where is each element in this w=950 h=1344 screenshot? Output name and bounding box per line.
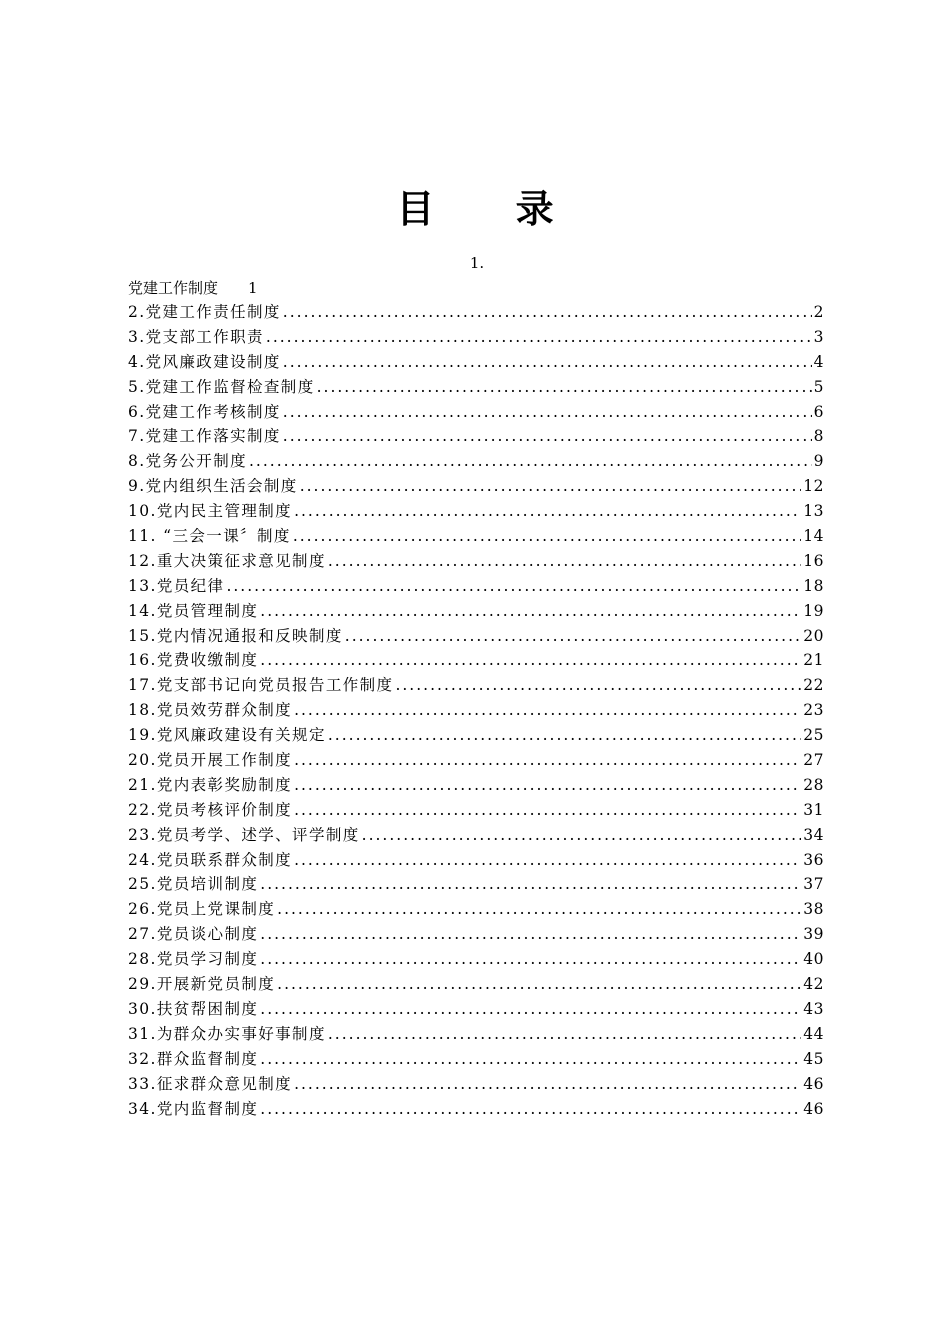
- toc-dot-leader: [260, 1047, 801, 1072]
- toc-entry-page: 39: [803, 925, 824, 944]
- toc-entry[interactable]: [128, 872, 824, 897]
- toc-dot-leader: [294, 499, 801, 524]
- toc-entry-label: 5.党建工作监督检查制度: [128, 377, 315, 396]
- toc-entry-label: 8.党务公开制度: [128, 452, 247, 471]
- toc-entry-label: 10.党内民主管理制度: [128, 502, 293, 521]
- toc-entry[interactable]: [128, 798, 824, 823]
- toc-entry-label: 9.党内组织生活会制度: [128, 477, 298, 496]
- toc-entry-page: 1: [248, 279, 258, 297]
- toc-entry-label: 29.开展新党员制度: [128, 975, 276, 994]
- toc-entry-page: 23: [803, 701, 824, 720]
- toc-entry-label: 27.党员谈心制度: [128, 925, 259, 944]
- toc-dot-leader: [294, 748, 801, 773]
- toc-entry[interactable]: [128, 1047, 824, 1072]
- toc-entry-page: 6: [813, 402, 824, 421]
- toc-dot-leader: [294, 698, 801, 723]
- toc-entry-page: 2: [813, 303, 824, 321]
- toc-dot-leader: [294, 773, 801, 798]
- toc-dot-leader: [260, 922, 801, 947]
- toc-entry-page: 46: [803, 1074, 824, 1093]
- toc-entry-label: 3.党支部工作职责: [128, 327, 264, 346]
- toc-entry-label: 19.党风廉政建设有关规定: [128, 726, 326, 745]
- toc-entry-label: 党建工作制度: [128, 279, 219, 297]
- toc-entry[interactable]: [128, 1097, 824, 1122]
- toc-entry-page: 38: [803, 900, 824, 919]
- toc-entry[interactable]: [128, 350, 824, 375]
- toc-entry-page: 40: [803, 950, 824, 969]
- toc-entry-page: 28: [803, 775, 824, 794]
- toc-entry[interactable]: [128, 549, 824, 574]
- toc-entry-label: 23.党员考学、述学、评学制度: [128, 825, 360, 844]
- toc-dot-leader: [283, 424, 812, 449]
- toc-entry-label: 34.党内监督制度: [128, 1099, 259, 1118]
- toc-entry-page: 45: [803, 1049, 824, 1068]
- toc-dot-leader: [345, 624, 802, 649]
- toc-dot-leader: [260, 947, 801, 972]
- toc-dot-leader: [293, 524, 801, 549]
- toc-entry-label: 30.扶贫帮困制度: [128, 999, 259, 1018]
- toc-entry-label: 22.党员考核评价制度: [128, 800, 293, 819]
- toc-entry-label: 13.党员纪律: [128, 576, 225, 595]
- toc-entry-label: 26.党员上党课制度: [128, 900, 276, 919]
- toc-dot-leader: [283, 300, 812, 325]
- toc-entry[interactable]: [128, 624, 824, 649]
- toc-dot-leader: [328, 1022, 801, 1047]
- toc-dot-leader: [283, 350, 812, 375]
- table-of-contents: [128, 300, 824, 1121]
- toc-entry-label: 25.党员培训制度: [128, 875, 259, 894]
- toc-dot-leader: [317, 375, 812, 400]
- toc-dot-leader: [266, 325, 812, 350]
- toc-dot-leader: [260, 599, 801, 624]
- toc-entry[interactable]: [128, 698, 824, 723]
- toc-entry-page: 27: [803, 751, 824, 770]
- toc-dot-leader: [395, 673, 801, 698]
- toc-entry[interactable]: [128, 449, 824, 474]
- toc-entry-label: 14.党员管理制度: [128, 601, 259, 620]
- toc-entry-page: 34: [803, 825, 824, 844]
- toc-entry-page: 4: [813, 352, 824, 371]
- toc-entry[interactable]: [128, 1072, 824, 1097]
- toc-entry-label: 7.党建工作落实制度: [128, 427, 281, 446]
- toc-dot-leader: [260, 648, 801, 673]
- toc-entry[interactable]: [128, 474, 824, 499]
- toc-entry[interactable]: [128, 922, 824, 947]
- toc-entry-page: 22: [803, 676, 824, 695]
- toc-entry-page: 13: [803, 502, 824, 521]
- toc-entry[interactable]: [128, 648, 824, 673]
- toc-entry-label: 2.党建工作责任制度: [128, 303, 281, 321]
- toc-entry[interactable]: [128, 823, 824, 848]
- toc-entry[interactable]: [128, 748, 824, 773]
- toc-entry-page: 43: [803, 999, 824, 1018]
- toc-dot-leader: [294, 848, 801, 873]
- toc-entry-label: 11. “三会一课〞制度: [128, 527, 291, 546]
- toc-entry[interactable]: [128, 897, 824, 922]
- toc-entry[interactable]: [128, 375, 824, 400]
- toc-dot-leader: [260, 872, 801, 897]
- toc-entry-page: 25: [803, 726, 824, 745]
- toc-entry-page: 16: [803, 551, 824, 570]
- toc-entry-label: 24.党员联系群众制度: [128, 850, 293, 869]
- toc-dot-leader: [260, 1097, 801, 1122]
- toc-dot-leader: [362, 823, 802, 848]
- toc-dot-leader: [249, 449, 812, 474]
- toc-entry-page: 9: [813, 452, 824, 471]
- toc-entry[interactable]: [128, 300, 824, 325]
- toc-entry[interactable]: [128, 947, 824, 972]
- toc-first-entry-number: 1.: [469, 254, 485, 272]
- toc-dot-leader: [277, 897, 801, 922]
- toc-dot-leader: [294, 798, 801, 823]
- toc-dot-leader: [260, 997, 801, 1022]
- toc-entry-label: 33.征求群众意见制度: [128, 1074, 293, 1093]
- toc-dot-leader: [283, 400, 812, 425]
- toc-entry-label: 6.党建工作考核制度: [128, 402, 281, 421]
- toc-first-entry[interactable]: [128, 277, 258, 298]
- toc-entry[interactable]: [128, 325, 824, 350]
- toc-entry[interactable]: [128, 499, 824, 524]
- toc-entry[interactable]: [128, 773, 824, 798]
- toc-entry-page: 3: [813, 327, 824, 346]
- toc-entry[interactable]: [128, 400, 824, 425]
- toc-entry-label: 16.党费收缴制度: [128, 651, 259, 670]
- toc-entry-label: 21.党内表彰奖励制度: [128, 775, 293, 794]
- toc-entry-page: 12: [803, 477, 824, 496]
- toc-entry[interactable]: [128, 997, 824, 1022]
- toc-entry-page: 19: [803, 601, 824, 620]
- toc-entry-label: 32.群众监督制度: [128, 1049, 259, 1068]
- toc-entry-page: 21: [803, 651, 824, 670]
- toc-entry[interactable]: [128, 1022, 824, 1047]
- toc-entry-page: 18: [803, 576, 824, 595]
- toc-dot-leader: [294, 1072, 801, 1097]
- toc-entry-page: 20: [803, 626, 824, 645]
- toc-entry-page: 46: [803, 1099, 824, 1118]
- toc-entry-page: 31: [803, 800, 824, 819]
- toc-dot-leader: [300, 474, 802, 499]
- toc-entry-page: 8: [813, 427, 824, 446]
- toc-entry-label: 20.党员开展工作制度: [128, 751, 293, 770]
- toc-entry[interactable]: [128, 599, 824, 624]
- toc-entry-label: 15.党内情况通报和反映制度: [128, 626, 343, 645]
- toc-dot-leader: [277, 972, 801, 997]
- toc-entry-label: 18.党员效劳群众制度: [128, 701, 293, 720]
- page-title: 目 录: [396, 187, 588, 231]
- toc-entry-label: 31.为群众办实事好事制度: [128, 1024, 326, 1043]
- toc-entry[interactable]: [128, 574, 824, 599]
- toc-entry[interactable]: [128, 524, 824, 549]
- toc-dot-leader: [328, 549, 801, 574]
- toc-entry-label: 28.党员学习制度: [128, 950, 259, 969]
- toc-entry-page: 36: [803, 850, 824, 869]
- toc-entry-page: 37: [803, 875, 824, 894]
- toc-entry-page: 14: [803, 527, 824, 546]
- toc-entry[interactable]: [128, 673, 824, 698]
- toc-entry-page: 42: [803, 975, 824, 994]
- toc-entry-page: 5: [813, 377, 824, 396]
- toc-entry[interactable]: [128, 848, 824, 873]
- toc-entry[interactable]: [128, 972, 824, 997]
- toc-entry[interactable]: [128, 424, 824, 449]
- toc-entry-label: 12.重大决策征求意见制度: [128, 551, 326, 570]
- toc-entry-label: 17.党支部书记向党员报告工作制度: [128, 676, 394, 695]
- toc-entry-page: 44: [803, 1024, 824, 1043]
- toc-entry-label: 4.党风廉政建设制度: [128, 352, 281, 371]
- toc-dot-leader: [226, 574, 801, 599]
- toc-entry[interactable]: [128, 723, 824, 748]
- toc-dot-leader: [328, 723, 801, 748]
